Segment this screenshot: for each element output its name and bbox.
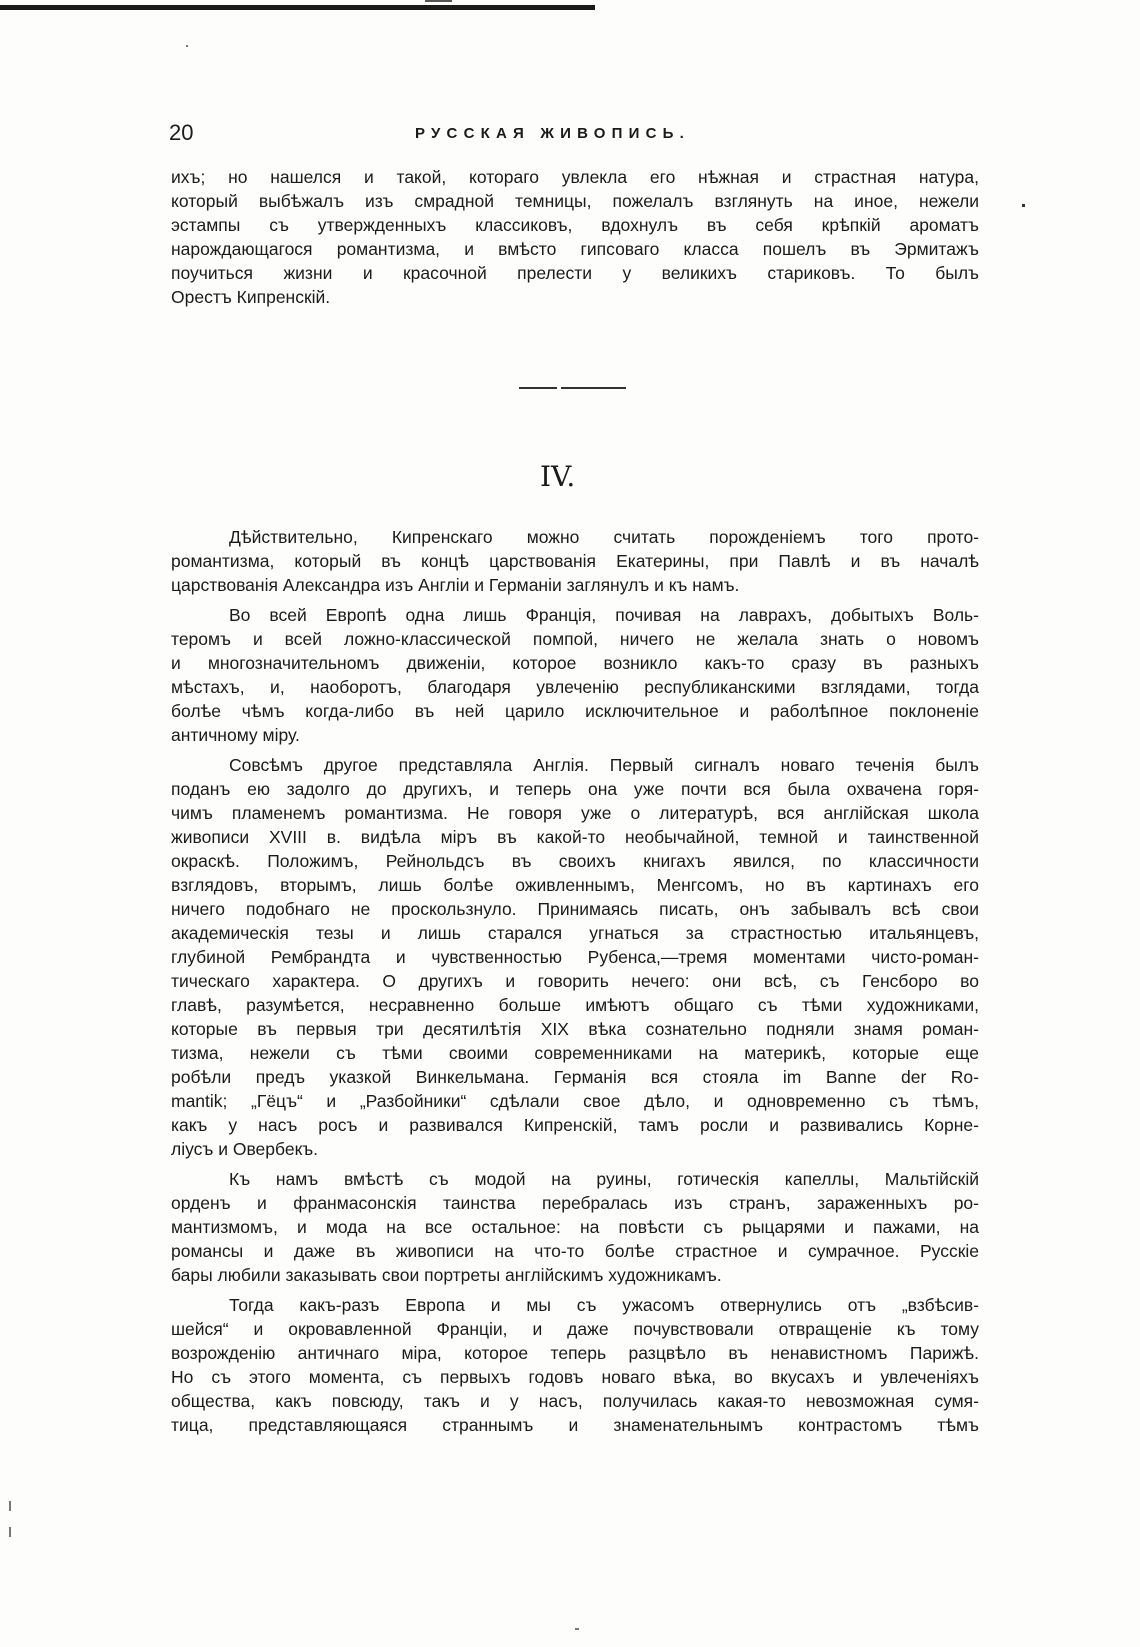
text-line: который выбѣжалъ изъ смрадной темницы, пожелалъ взглянуть на иное, нежели	[171, 191, 979, 211]
text-line: бары любили заказывать свои портреты англійскимъ художникамъ.	[171, 1265, 722, 1285]
scan-speck	[9, 1501, 11, 1511]
text-line: нарождающагося романтизма, и вмѣсто гипсоваго класса пошелъ въ Эрмитажъ	[171, 239, 979, 259]
text-line: и многозначительномъ движеніи, которое возникло какъ-то сразу въ разныхъ	[171, 653, 979, 673]
text-line: теромъ и всей ложно-классической помпой, ничего не желала знать о новомъ	[171, 629, 979, 649]
section-divider-right	[561, 387, 626, 389]
text-line: тизма, нежели съ тѣми своими современниками на материкѣ, которые еще	[171, 1043, 979, 1063]
text-line: эстампы съ утвержденныхъ классиковъ, вдохнулъ въ себя крѣпкій ароматъ	[171, 215, 979, 235]
text-line: мѣстахъ, и, наоборотъ, благодаря увлеченію республиканскими взглядами, тогда	[171, 677, 979, 697]
text-line: общества, какъ повсюду, такъ и у насъ, получилась какая-то невозможная сумя-	[171, 1391, 979, 1411]
text-line: поданъ ею задолго до другихъ, и теперь она уже почти вся была охвачена горя-	[171, 779, 979, 799]
text-line: Во всей Европѣ одна лишь Франція, почивая на лаврахъ, добытыхъ Воль-	[229, 605, 979, 625]
page-number: 20	[169, 120, 194, 145]
text-line: глубиной Рембрандта и чувственностью Рубенса,—тремя моментами чисто-роман-	[171, 947, 979, 967]
text-line: окраскѣ. Положимъ, Рейнольдсъ въ своихъ книгахъ явился, по классичности	[171, 851, 979, 871]
text-line: какъ у насъ росъ и развивался Кипренскій, тамъ росли и развивались Корне-	[171, 1115, 979, 1135]
text-line: Орестъ Кипренскій.	[171, 287, 331, 307]
scan-speck	[1022, 204, 1025, 207]
text-line: ліусъ и Овербекъ.	[171, 1139, 319, 1159]
chapter-numeral: IV.	[540, 460, 576, 493]
running-title: РУССКАЯ ЖИВОПИСЬ.	[415, 125, 690, 142]
text-line: античному міру.	[171, 725, 300, 745]
text-line: Но съ этого момента, съ первыхъ годовъ новаго вѣка, во вкусахъ и увлеченіяхъ	[171, 1367, 979, 1387]
text-line: которые въ первыя три десятилѣтія XIX вѣка сознательно подняли знамя роман-	[171, 1019, 979, 1039]
text-line: Дѣйствительно, Кипренскаго можно считать порожденіемъ того прото-	[229, 527, 979, 547]
text-line: орденъ и франмасонскія таинства перебралась изъ странъ, зараженныхъ ро-	[171, 1193, 979, 1213]
text-line: романсы и даже въ живописи на что-то болѣе страстное и сумрачное. Русскіе	[171, 1241, 979, 1261]
text-line: mantik; „Гёцъ“ и „Разбойники“ сдѣлали свое дѣло, и одновременно съ тѣмъ,	[171, 1091, 979, 1111]
text-line: тическаго характера. О другихъ и говорить нечего: они всѣ, съ Генсборо во	[171, 971, 979, 991]
text-line: тица, представляющаяся страннымъ и знаменательнымъ контрастомъ тѣмъ	[171, 1415, 979, 1435]
text-line: Къ намъ вмѣстѣ съ модой на руины, готическія капеллы, Мальтійскій	[229, 1169, 979, 1189]
scan-speck	[186, 45, 188, 47]
text-line: Тогда какъ-разъ Европа и мы съ ужасомъ отвернулись отъ „взбѣсив-	[229, 1295, 979, 1315]
text-line: чимъ пламенемъ романтизма. Не говоря уже о литературѣ, вся англійская школа	[171, 803, 979, 823]
scan-speck	[575, 1628, 579, 1630]
text-line: ничего подобнаго не проскользнуло. Принимаясь писать, онъ забывалъ всѣ свои	[171, 899, 979, 919]
section-divider-left	[519, 387, 557, 389]
text-line: мантизмомъ, и мода на все остальное: на повѣсти съ рыцарями и пажами, на	[171, 1217, 979, 1237]
text-line: живописи XVIII в. видѣла міръ въ какой-то необычайной, темной и таинственной	[171, 827, 979, 847]
top-border-rule	[0, 5, 595, 10]
text-line: взглядовъ, вторымъ, лишь болѣе оживленнымъ, Менгсомъ, но въ картинахъ его	[171, 875, 979, 895]
scan-speck	[9, 1527, 11, 1537]
text-line: главѣ, разумѣется, несравненно больше имѣютъ общаго съ тѣми художниками,	[171, 995, 979, 1015]
text-line: Совсѣмъ другое представляла Англія. Первый сигналъ новаго теченія былъ	[229, 755, 979, 775]
top-border-mark	[425, 0, 452, 2]
text-line: возрожденію античнаго міра, которое теперь разцвѣло въ ненавистномъ Парижѣ.	[171, 1343, 979, 1363]
text-line: академическія тезы и лишь старался угнаться за страстностью итальянцевъ,	[171, 923, 979, 943]
text-line: робѣли предъ указкой Винкельмана. Германія вся стояла im Banne der Ro-	[171, 1067, 979, 1087]
text-line: царствованія Александра изъ Англіи и Германіи заглянулъ и къ намъ.	[171, 575, 740, 595]
text-line: ихъ; но нашелся и такой, котораго увлекла его нѣжная и страстная натура,	[171, 167, 979, 187]
text-line: поучиться жизни и красочной прелести у великихъ стариковъ. То былъ	[171, 263, 979, 283]
text-line: шейся“ и окровавленной Франціи, и даже почувствовали отвращеніе къ тому	[171, 1319, 979, 1339]
text-line: романтизма, который въ концѣ царствованія Екатерины, при Павлѣ и въ началѣ	[171, 551, 979, 571]
text-line: болѣе чѣмъ когда-либо въ ней царило исключительное и раболѣпное поклоненіе	[171, 701, 979, 721]
